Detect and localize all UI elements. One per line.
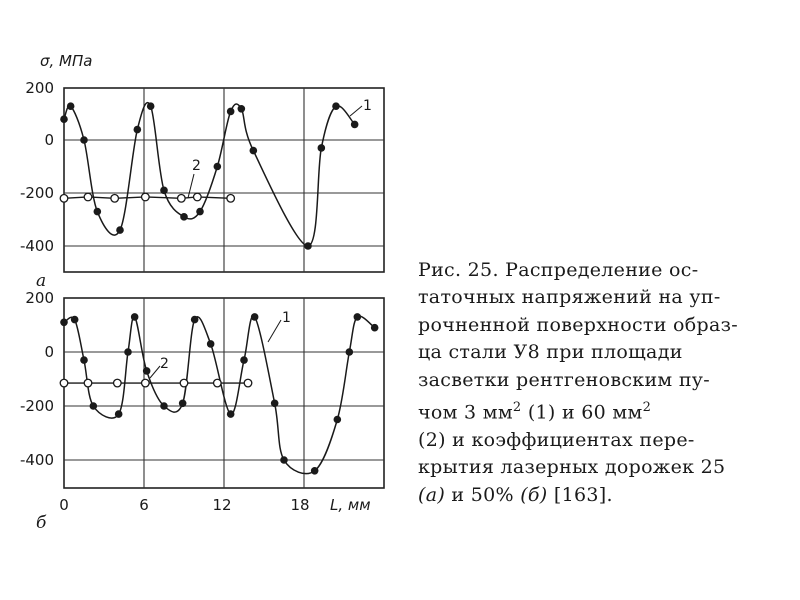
series-1-point [250,147,258,155]
y-tick-label: 0 [44,131,54,149]
series-1-point [143,367,151,375]
series-1-point [271,400,279,408]
caption-line: ца стали У8 при площади [418,341,683,364]
series-1-point [227,410,235,418]
series-1-point [351,121,359,129]
series-2-point [60,195,68,203]
series-1-point [334,416,342,424]
caption-panel-ref-b: (б) [520,483,548,506]
panel-label-a: а [36,271,47,291]
y-tick-label: 200 [25,79,54,97]
series-1-point [71,316,79,324]
x-tick-label: 18 [290,496,310,514]
series-2-point [84,379,92,387]
series-2-point [178,195,186,203]
y-axis-title: σ, МПа [40,52,93,70]
series-2-point [111,195,119,203]
series-1-point [238,105,246,113]
x-tick-label: 12 [212,496,232,514]
series-2-point [114,379,122,387]
series-1-point [80,136,88,144]
series-1-point [67,102,75,110]
caption-line-6 [418,394,790,427]
series-2-point [194,193,202,201]
caption-line: засветки рентгеновским пу- [418,368,711,391]
caption-line-9 [418,482,790,509]
caption-line: Рис. 25. Распределение ос- [418,259,699,281]
series-1-point [115,410,123,418]
series-1-point [207,340,215,348]
y-tick-label: 200 [25,289,54,307]
series-1-label-a: 1 [363,98,372,114]
chart-panel-b [20,289,384,488]
series-1-label-b: 1 [282,310,291,326]
series-1-point [160,402,168,410]
y-tick-label: -400 [19,237,54,255]
series-2-point [214,379,222,387]
series-1-point [124,348,132,356]
series-1-point [196,208,204,216]
series-1-point [304,242,312,250]
series-2-point [60,379,68,387]
x-tick-label: 0 [59,496,69,514]
series-2-point [142,379,150,387]
caption-superscript: 2 [642,400,652,416]
series-1-point [134,126,142,134]
x-axis-title: L, мм [330,496,371,514]
series-1-point [80,356,88,364]
series-1-point [354,313,362,321]
series-1-point [332,102,340,110]
series-2-point [142,193,150,201]
caption-superscript: 2 [512,400,522,416]
caption-line: (2) и коэффициентах пере- [418,428,695,451]
chart-panel-a [20,79,384,272]
series-1-point [280,456,288,464]
series-1-point [346,348,354,356]
series-1-line [64,316,375,474]
panel-label-b: б [36,513,47,533]
series-1-point [251,313,259,321]
series-1-leader-a [350,106,362,116]
caption-text: [163]. [547,483,613,506]
series-1-leader-b [268,320,281,342]
series-1-point [191,316,199,324]
caption-line: таточных напряжений на уп- [418,286,721,309]
caption-panel-ref-a: (а) [418,483,446,506]
series-1-point [131,313,139,321]
series-1-point [90,402,98,410]
series-1-point [160,187,168,195]
series-2-leader-b [150,366,160,378]
series-1-point [371,324,379,332]
series-1-point [179,400,187,408]
series-2-leader-a [188,174,194,198]
series-1-point [60,115,68,123]
x-tick-label: 6 [139,496,149,514]
series-2-point [84,193,92,201]
series-1-point [240,356,248,364]
y-tick-label: -400 [19,451,54,469]
caption-line: крытия лазерных дорожек 25 [418,456,726,479]
series-1-point [60,319,68,327]
figure-caption [418,257,790,509]
series-1-point [147,102,155,110]
caption-text: и 50% [445,483,521,506]
y-tick-label: -200 [19,397,54,415]
caption-line: рочненной поверхности образ- [418,313,738,336]
series-2-label-a: 2 [192,158,201,174]
series-2-label-b: 2 [160,356,169,372]
series-1-point [318,144,326,152]
series-2-point [227,195,235,203]
series-2-point [244,379,252,387]
series-1-point [180,213,188,221]
series-1-point [214,163,222,171]
series-1-point [94,208,102,216]
series-1-line [64,103,355,246]
series-1-point [227,108,235,116]
y-tick-label: -200 [19,184,54,202]
series-2-point [180,379,188,387]
series-1-point [311,467,319,475]
caption-text: (1) и 60 мм [521,401,643,424]
series-1-point [116,226,124,234]
caption-text: чом 3 мм [418,401,513,424]
y-tick-label: 0 [44,343,54,361]
